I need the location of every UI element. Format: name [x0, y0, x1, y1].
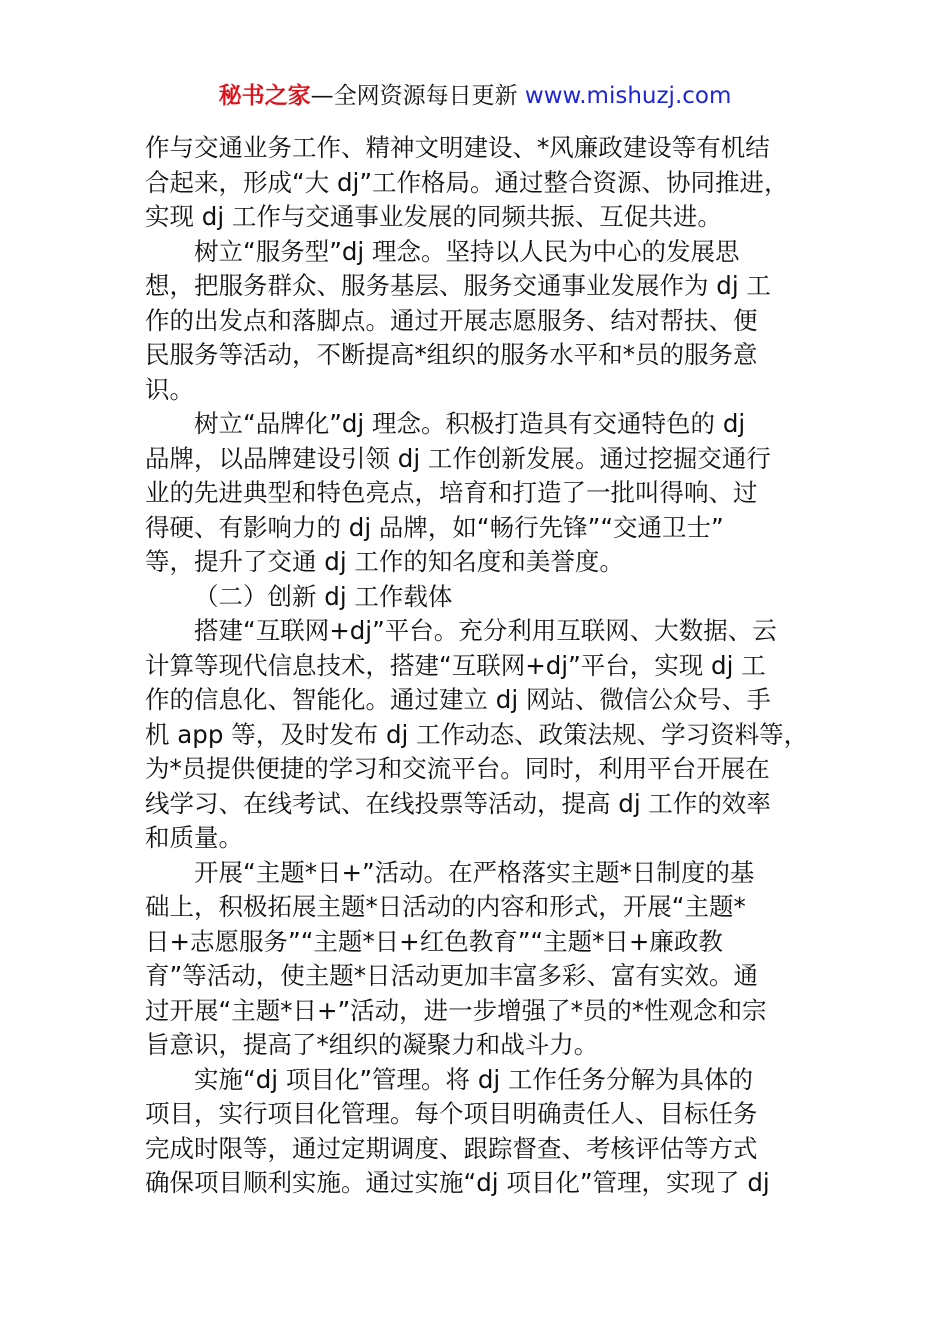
- text-line: 为*员提供便捷的学习和交流平台。同时，利用平台开展在: [145, 754, 770, 783]
- text-line: 等，提升了交通 dj 工作的知名度和美誉度。: [145, 547, 624, 576]
- text-line: 础上，积极拓展主题*日活动的内容和形式，开展“主题*: [145, 892, 746, 921]
- text-line: 过开展“主题*日+”活动，进一步增强了*员的*性观念和宗: [145, 995, 767, 1025]
- text-line: 和质量。: [145, 823, 243, 852]
- text-line: 作与交通业务工作、精神文明建设、*风廉政建设等有机结: [145, 133, 770, 162]
- text-line: 树立“品牌化”dj 理念。积极打造具有交通特色的 dj: [194, 409, 746, 438]
- text-line: 品牌，以品牌建设引领 dj 工作创新发展。通过挖掘交通行: [145, 443, 771, 473]
- text-line: 实现 dj 工作与交通事业发展的同频共振、互促共进。: [145, 202, 722, 231]
- text-line: 合起来，形成“大 dj”工作格局。通过整合资源、协同推进，: [145, 167, 789, 197]
- site-tagline: —全网资源每日更新: [310, 83, 525, 109]
- text-line: 育”等活动，使主题*日活动更加丰富多彩、富有实效。通: [145, 961, 758, 990]
- text-line: 实施“dj 项目化”管理。将 dj 工作任务分解为具体的: [194, 1064, 753, 1094]
- text-line: 搭建“互联网+dj”平台。充分利用互联网、大数据、云: [194, 616, 777, 645]
- text-line: 线学习、在线考试、在线投票等活动，提高 dj 工作的效率: [145, 788, 771, 818]
- text-line: 业的先进典型和特色亮点，培育和打造了一批叫得响、过: [145, 478, 758, 507]
- text-line: 日+志愿服务”“主题*日+红色教育”“主题*日+廉政教: [145, 926, 723, 956]
- site-url[interactable]: www.mishuzj.com: [524, 83, 732, 109]
- text-line: 开展“主题*日+”活动。在严格落实主题*日制度的基: [194, 857, 755, 887]
- text-line: （二）创新 dj 工作载体: [194, 581, 453, 611]
- text-line: 计算等现代信息技术，搭建“互联网+dj”平台，实现 dj 工: [145, 650, 766, 680]
- text-line: 项目，实行项目化管理。每个项目明确责任人、目标任务: [145, 1099, 758, 1128]
- text-line: 完成时限等，通过定期调度、跟踪督查、考核评估等方式: [145, 1133, 758, 1163]
- text-line: 民服务等活动，不断提高*组织的服务水平和*员的服务意: [145, 340, 758, 369]
- text-line: 想，把服务群众、服务基层、服务交通事业发展作为 dj 工: [145, 271, 771, 300]
- text-line: 作的信息化、智能化。通过建立 dj 网站、微信公众号、手: [145, 685, 771, 714]
- text-line: 得硬、有影响力的 dj 品牌，如“畅行先锋”“交通卫士”: [145, 512, 724, 542]
- site-header: [0, 80, 950, 112]
- text-line: 机 app 等，及时发布 dj 工作动态、政策法规、学习资料等，: [145, 719, 809, 749]
- text-line: 识。: [145, 374, 194, 404]
- text-line: 旨意识，提高了*组织的凝聚力和战斗力。: [145, 1030, 599, 1059]
- document-body: [145, 131, 810, 1201]
- text-line: 树立“服务型”dj 理念。坚持以人民为中心的发展思: [194, 236, 740, 266]
- text-line: 作的出发点和落脚点。通过开展志愿服务、结对帮扶、便: [145, 305, 758, 335]
- text-line: 确保项目顺利实施。通过实施“dj 项目化”管理，实现了 dj: [145, 1168, 770, 1197]
- site-brand: 秘书之家: [218, 83, 311, 109]
